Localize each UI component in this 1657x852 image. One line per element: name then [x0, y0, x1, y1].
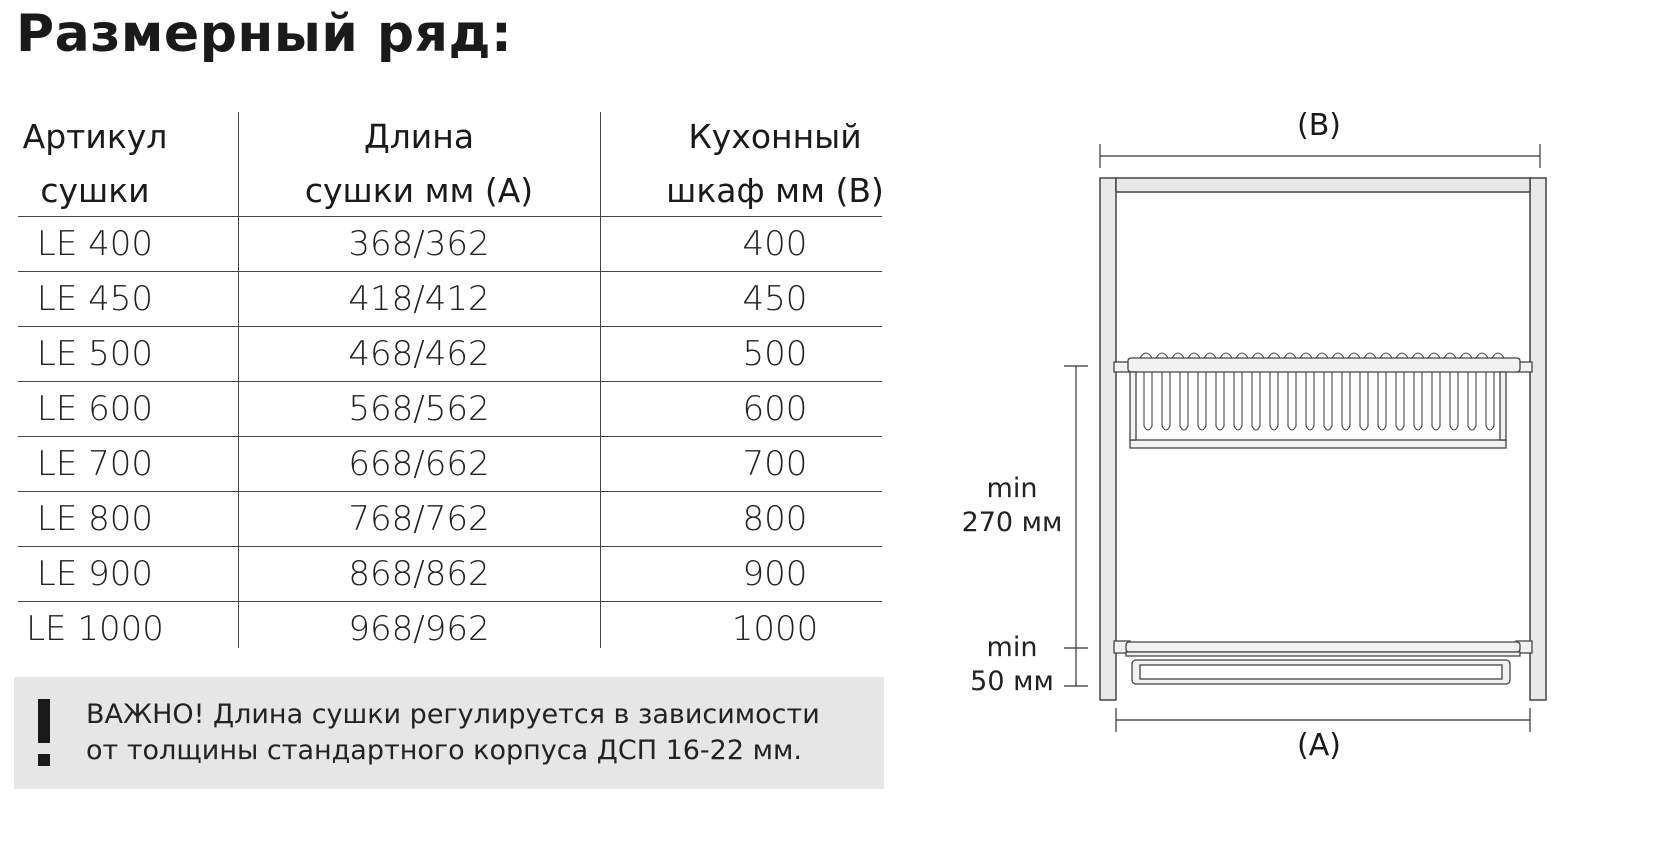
header-cabinet-line1: Кухонный	[688, 117, 862, 156]
table-header	[18, 112, 882, 217]
notice-line1: ВАЖНО! Длина сушки регулируется в зависимости	[86, 699, 820, 730]
label-b: (B)	[1297, 108, 1341, 143]
table-row	[18, 547, 882, 602]
cell-length: 768/762	[348, 499, 490, 539]
header-length-line1: Длина	[363, 117, 475, 156]
exclamation-dot-icon	[38, 754, 50, 766]
cell-article: LE 500	[36, 334, 154, 374]
label-a: (A)	[1297, 728, 1341, 763]
cell-length: 968/962	[348, 609, 490, 649]
cell-length: 368/362	[348, 224, 490, 264]
notice-text	[86, 697, 820, 769]
size-table	[18, 112, 882, 656]
cell-length: 418/412	[348, 279, 490, 319]
cell-cabinet: 450	[742, 279, 808, 319]
cell-cabinet: 600	[742, 389, 808, 429]
cell-article: LE 450	[36, 279, 154, 319]
cell-article: LE 700	[36, 444, 154, 484]
table-row	[18, 437, 882, 492]
cell-cabinet: 900	[742, 554, 808, 594]
cell-cabinet: 700	[742, 444, 808, 484]
dimension-b-line	[1100, 144, 1540, 168]
header-article	[18, 112, 172, 216]
min-50-label	[960, 631, 1064, 699]
header-length-line2: сушки мм (А)	[304, 171, 534, 210]
cell-length: 568/562	[348, 389, 490, 429]
table-row	[18, 492, 882, 547]
cell-article: LE 1000	[26, 609, 164, 649]
cell-length: 668/662	[348, 444, 490, 484]
cell-cabinet: 400	[742, 224, 808, 264]
cell-cabinet: 800	[742, 499, 808, 539]
cell-article: LE 900	[36, 554, 154, 594]
table-row	[18, 327, 882, 382]
table-row	[18, 217, 882, 272]
lower-tray	[1114, 641, 1532, 684]
cell-article: LE 600	[36, 389, 154, 429]
min-50-line1: min	[986, 632, 1038, 663]
min-50-line2: 50 мм	[970, 666, 1054, 697]
page-title: Размерный ряд:	[16, 4, 513, 64]
table-row	[18, 602, 882, 656]
header-length	[238, 112, 600, 216]
important-notice	[14, 677, 884, 789]
header-cabinet-line2: шкаф мм (В)	[666, 171, 884, 210]
header-cabinet	[600, 112, 950, 216]
cell-article: LE 800	[36, 499, 154, 539]
header-article-line1: Артикул	[22, 117, 168, 156]
cell-cabinet: 500	[742, 334, 808, 374]
exclamation-icon	[38, 699, 50, 743]
cabinet-diagram	[940, 100, 1600, 790]
cabinet-frame	[1100, 178, 1546, 700]
plate-rack	[1114, 358, 1532, 448]
table-row	[18, 272, 882, 327]
cell-length: 868/862	[348, 554, 490, 594]
header-article-line2: сушки	[40, 171, 150, 210]
min-270-label	[956, 472, 1068, 540]
cell-article: LE 400	[36, 224, 154, 264]
min-270-line2: 270 мм	[961, 507, 1063, 538]
table-row	[18, 382, 882, 437]
cell-length: 468/462	[348, 334, 490, 374]
notice-line2: от толщины стандартного корпуса ДСП 16-22 мм.	[86, 735, 802, 766]
cell-cabinet: 1000	[731, 609, 819, 649]
min-270-line1: min	[986, 473, 1038, 504]
